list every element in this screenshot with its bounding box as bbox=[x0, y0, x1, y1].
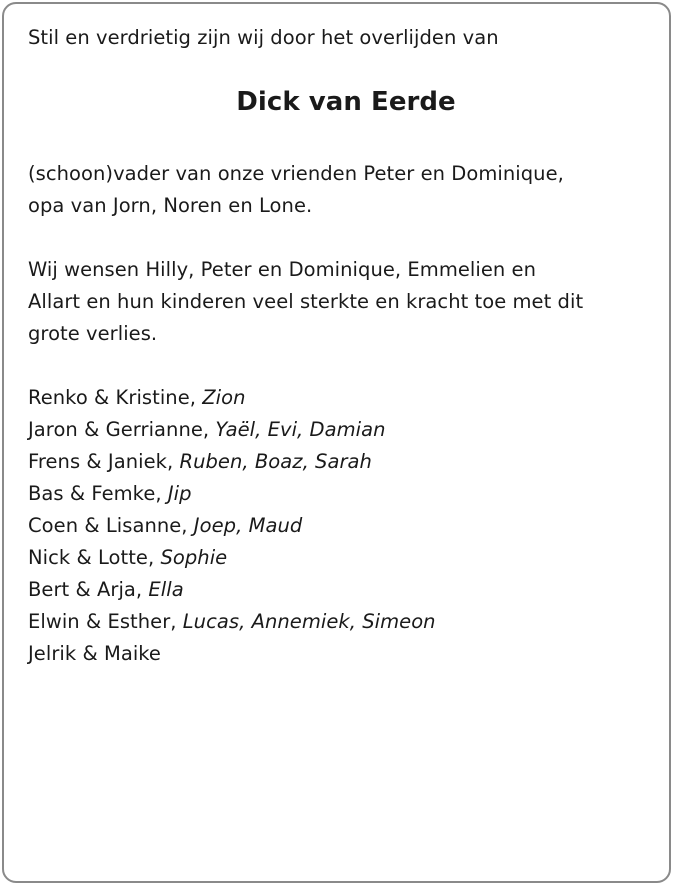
deceased-name: Dick van Eerde bbox=[236, 87, 456, 117]
signer-children: Jip bbox=[161, 482, 192, 505]
signer-couple: Frens & Janiek, bbox=[28, 450, 174, 473]
signer-children: Lucas, Annemiek, Simeon bbox=[176, 610, 436, 633]
signer-row bbox=[28, 606, 668, 638]
signer-couple: Nick & Lotte, bbox=[28, 546, 155, 569]
signer-children: Sophie bbox=[154, 546, 228, 569]
signer-children: Yaël, Evi, Damian bbox=[209, 418, 386, 441]
wish-paragraph bbox=[28, 254, 668, 350]
signer-couple: Jelrik & Maike bbox=[28, 642, 161, 665]
notice-card bbox=[2, 2, 671, 883]
signer-children: Ella bbox=[142, 578, 184, 601]
signer-children: Ruben, Boaz, Sarah bbox=[173, 450, 372, 473]
relation-paragraph bbox=[28, 158, 668, 222]
signer-row bbox=[28, 638, 668, 670]
signer-row bbox=[28, 382, 668, 414]
signer-couple: Bert & Arja, bbox=[28, 578, 143, 601]
relation-line: (schoon)vader van onze vrienden Peter en Dominique, bbox=[28, 162, 564, 185]
signer-row bbox=[28, 510, 668, 542]
signer-row bbox=[28, 542, 668, 574]
signer-couple: Coen & Lisanne, bbox=[28, 514, 188, 537]
signer-children: Zion bbox=[196, 386, 246, 409]
signer-row bbox=[28, 414, 668, 446]
signers-list bbox=[28, 382, 668, 670]
intro-text: Stil en verdrietig zijn wij door het overlijden van bbox=[28, 26, 499, 49]
signer-row bbox=[28, 446, 668, 478]
wish-line: Allart en hun kinderen veel sterkte en kracht toe met dit bbox=[28, 290, 584, 313]
signer-couple: Bas & Femke, bbox=[28, 482, 162, 505]
signer-row bbox=[28, 574, 668, 606]
signer-couple: Renko & Kristine, bbox=[28, 386, 197, 409]
wish-line: Wij wensen Hilly, Peter en Dominique, Emmelien en bbox=[28, 258, 537, 281]
signer-couple: Jaron & Gerrianne, bbox=[28, 418, 210, 441]
signer-row bbox=[28, 478, 668, 510]
signer-couple: Elwin & Esther, bbox=[28, 610, 177, 633]
signer-children: Joep, Maud bbox=[187, 514, 303, 537]
wish-line: grote verlies. bbox=[28, 322, 158, 345]
notice-content bbox=[28, 22, 668, 670]
relation-line: opa van Jorn, Noren en Lone. bbox=[28, 194, 313, 217]
